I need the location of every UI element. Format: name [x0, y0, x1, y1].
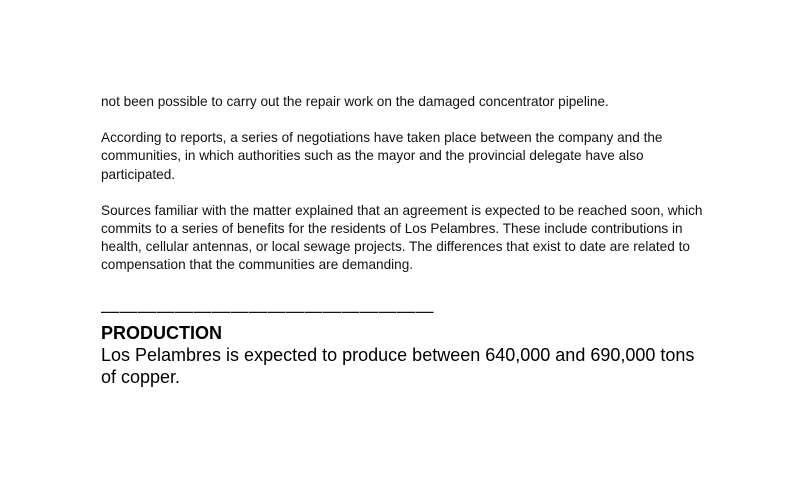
document-page [101, 93, 721, 388]
paragraph-pipeline-repair: not been possible to carry out the repair work on the damaged concentrator pipeline. [101, 94, 609, 109]
paragraph-negotiations: According to reports, a series of negotiations have taken place between the company and the communities, in which authorities such as the mayor and the provincial delegate have also participated. [101, 130, 663, 182]
section-body: Los Pelambres is expected to produce between 640,000 and 690,000 tons of copper. [101, 344, 695, 387]
paragraph-agreement: Sources familiar with the matter explained that an agreement is expected to be reached soon, which commits to a series of benefits for the residents of Los Pelambres. These include contributions in health, cellular antennas, or local sewage projects. The differences that exist to date are related to compensation that the communities are demanding. [101, 202, 703, 273]
section-heading: PRODUCTION [101, 322, 222, 343]
section-divider: —————————————————— [101, 300, 434, 321]
